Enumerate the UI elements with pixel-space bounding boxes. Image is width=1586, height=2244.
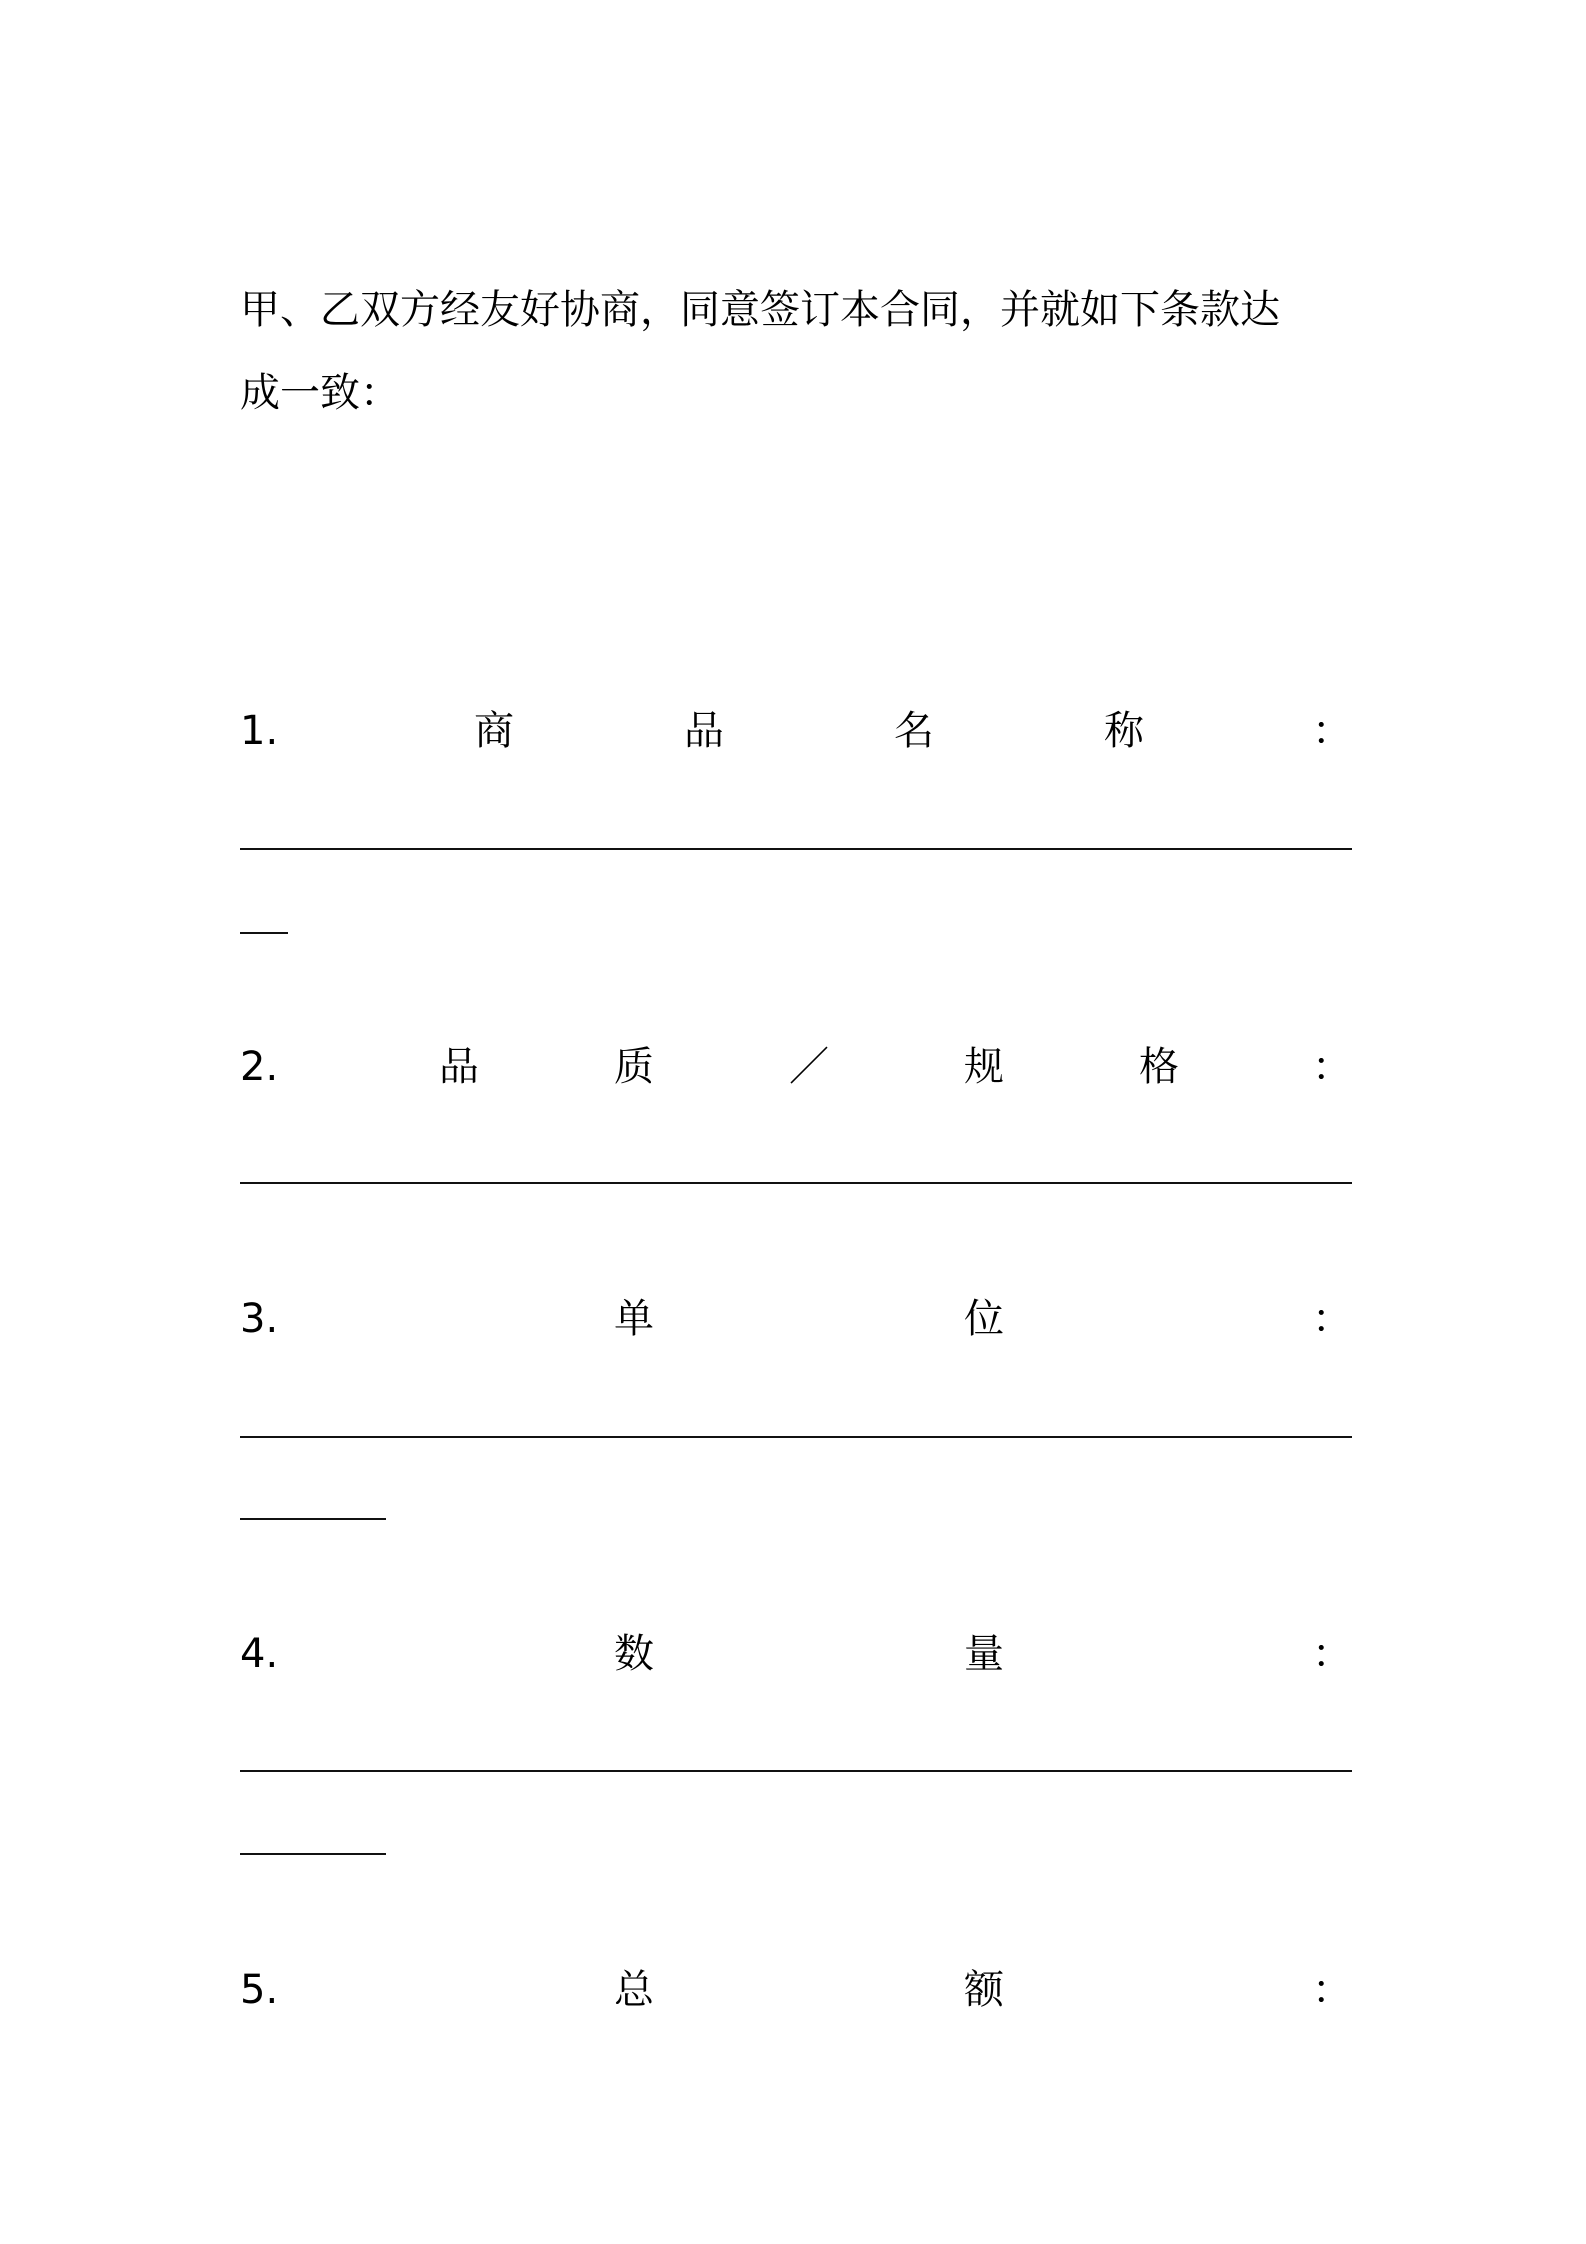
item-colon: ：: [1312, 1631, 1352, 1677]
intro-line-1: 甲、乙双方经友好协商，同意签订本合同，并就如下条款达: [240, 287, 1280, 333]
item-4-label: [240, 1631, 1352, 1677]
item-label-char: 额: [964, 1967, 1004, 2013]
item-colon: ：: [1312, 1044, 1352, 1090]
item-4-fill-line-continued[interactable]: [240, 1853, 386, 1855]
item-label-char: 量: [964, 1631, 1004, 1677]
item-2-label: [240, 1044, 1352, 1090]
item-label-char: 商: [474, 708, 514, 754]
item-5-label: [240, 1967, 1352, 2013]
item-label-char: 单: [614, 1296, 654, 1342]
item-label-char: 品: [439, 1044, 479, 1090]
item-label-char: 总: [614, 1967, 654, 2013]
item-2-fill-line[interactable]: [240, 1182, 1352, 1184]
item-1-fill-line-continued[interactable]: [240, 932, 288, 934]
item-3-fill-line-continued[interactable]: [240, 1518, 386, 1520]
item-colon: ：: [1312, 1296, 1352, 1342]
item-label-char: 质: [614, 1044, 654, 1090]
item-number: 2.: [240, 1044, 279, 1090]
item-colon: ：: [1312, 708, 1352, 754]
item-label-char: 规: [964, 1044, 1004, 1090]
item-number: 4.: [240, 1631, 279, 1677]
item-label-char: 位: [964, 1296, 1004, 1342]
item-1-label: [240, 708, 1352, 754]
item-4-fill-line[interactable]: [240, 1770, 1352, 1772]
item-label-char: ／: [789, 1044, 829, 1090]
item-colon: ：: [1312, 1967, 1352, 2013]
item-3-label: [240, 1296, 1352, 1342]
item-number: 5.: [240, 1967, 279, 2013]
item-1-fill-line[interactable]: [240, 848, 1352, 850]
item-label-char: 格: [1139, 1044, 1179, 1090]
item-3-fill-line[interactable]: [240, 1436, 1352, 1438]
item-label-char: 数: [614, 1631, 654, 1677]
item-label-char: 名: [894, 708, 934, 754]
item-number: 3.: [240, 1296, 279, 1342]
item-number: 1.: [240, 708, 279, 754]
item-label-char: 称: [1104, 708, 1144, 754]
item-label-char: 品: [684, 708, 724, 754]
intro-line-2: 成一致：: [240, 370, 400, 416]
